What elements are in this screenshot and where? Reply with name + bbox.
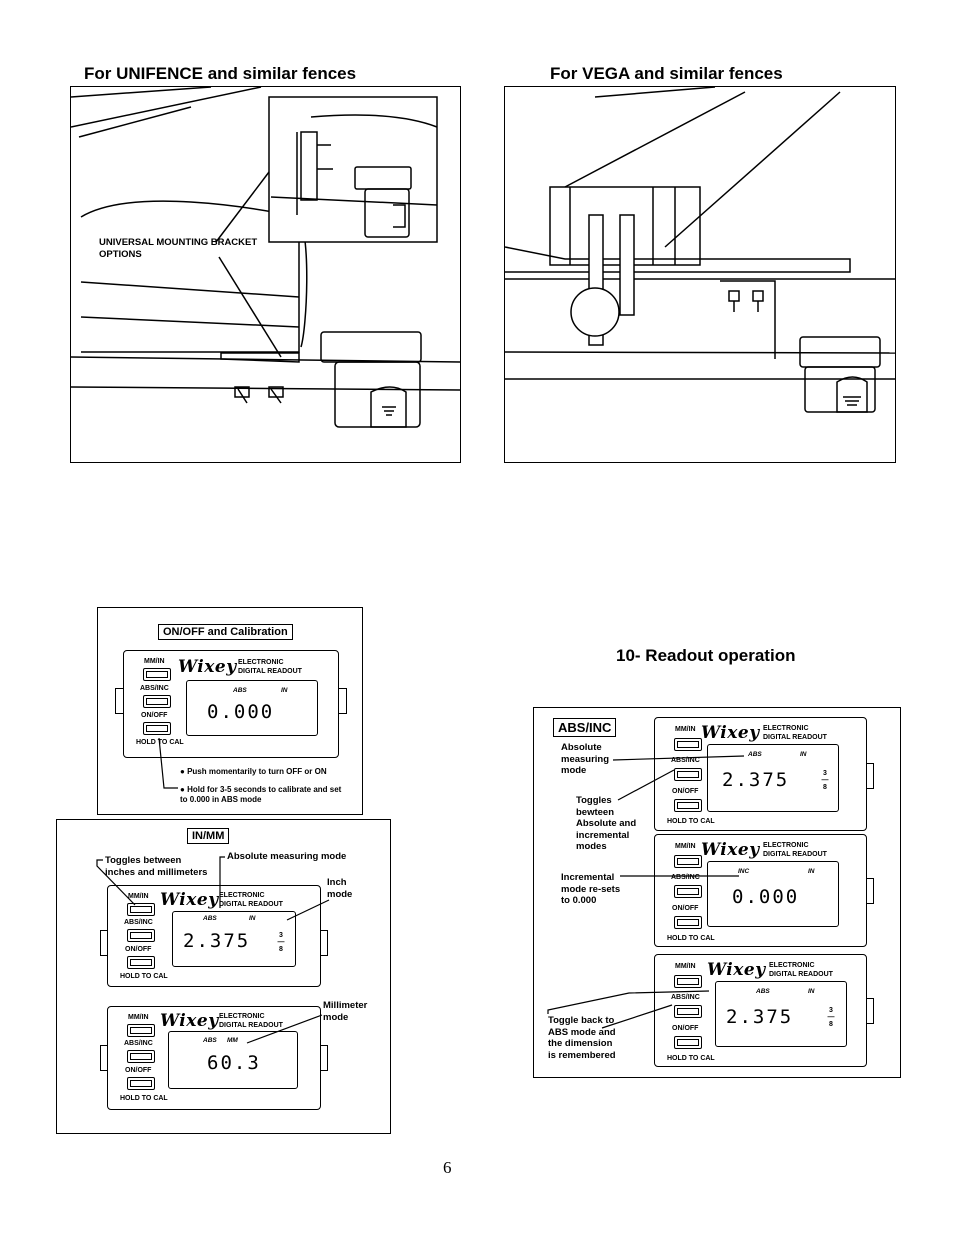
wixey-logo: Wixey — [178, 657, 237, 677]
on-off-label: ON/OFF — [672, 788, 699, 795]
lcd-value: 0.000 — [207, 701, 275, 723]
wixey-logo: Wixey — [160, 1011, 219, 1031]
callout-toggle-back: Toggle back to ABS mode and the dimension is remembered — [548, 1015, 616, 1061]
inmm-callout-lines — [57, 820, 391, 1134]
lcd-mode: INC — [738, 868, 750, 875]
on-off-label: ON/OFF — [141, 712, 168, 719]
lcd-mode: ABS — [748, 751, 762, 758]
vega-illustration — [504, 86, 896, 463]
bullet-push: ● Push momentarily to turn OFF or ON — [180, 767, 327, 776]
lcd-unit: IN — [249, 915, 256, 922]
hold-to-cal-label: HOLD TO CAL — [667, 1055, 715, 1062]
unifence-heading: For UNIFENCE and similar fences — [84, 64, 357, 83]
hold-to-cal-label: HOLD TO CAL — [120, 973, 168, 980]
abs-inc-label: ABS/INC — [124, 1040, 153, 1047]
lcd-value: 2.375 — [183, 930, 251, 952]
lcd-mode: ABS — [203, 915, 217, 922]
mm-in-label: MM/IN — [675, 843, 696, 850]
lcd-unit: MM — [227, 1037, 238, 1044]
fraction-bottom: 8 — [829, 1021, 833, 1028]
hold-to-cal-label: HOLD TO CAL — [136, 739, 184, 746]
mm-in-label: MM/IN — [675, 963, 696, 970]
onoff-callout-lines — [98, 608, 363, 815]
wixey-logo: Wixey — [160, 890, 219, 910]
lcd-fraction: 3 — 8 — [277, 932, 285, 953]
bullet-hold-text: Hold for 3-5 seconds to calibrate and set to 0.000 in ABS mode — [180, 785, 342, 804]
callout-incremental: Incremental mode re-sets to 0.000 — [561, 872, 621, 906]
abs-inc-label: ABS/INC — [140, 685, 169, 692]
lcd-mode: ABS — [233, 687, 247, 694]
device-subtitle: ELECTRONIC DIGITAL READOUT — [238, 659, 302, 675]
inmm-panel-title: IN/MM — [187, 828, 229, 844]
lcd-value: 0.000 — [732, 886, 800, 908]
in-mm-panel — [56, 819, 391, 1134]
abs-inc-label: ABS/INC — [671, 874, 700, 881]
absinc-callout-lines — [534, 708, 901, 1078]
abs-inc-label: ABS/INC — [671, 757, 700, 764]
fraction-bottom: 8 — [823, 784, 827, 791]
callout-absolute-mode: Absolute measuring mode — [227, 851, 347, 862]
hold-to-cal-label: HOLD TO CAL — [667, 818, 715, 825]
lcd-fraction: 3 — 8 — [821, 770, 829, 791]
fraction-top: 3 — [823, 770, 827, 777]
lcd-unit: IN — [808, 868, 815, 875]
vega-heading: For VEGA and similar fences — [550, 64, 783, 83]
lcd-unit: IN — [800, 751, 807, 758]
on-off-label: ON/OFF — [125, 946, 152, 953]
page-number: 6 — [443, 1158, 452, 1177]
lcd-value: 2.375 — [722, 769, 790, 791]
device-subtitle: ELECTRONIC DIGITAL READOUT — [769, 962, 833, 978]
vega-drawing — [505, 87, 896, 463]
callout-absolute: Absolute measuring mode — [561, 742, 610, 776]
lcd-mode: ABS — [756, 988, 770, 995]
bullet-hold: ● Hold for 3-5 seconds to calibrate and set to 0.000 in ABS mode — [180, 785, 342, 804]
bullet-push-text: Push momentarily to turn OFF or ON — [187, 767, 327, 776]
unifence-illustration — [70, 86, 461, 463]
callout-toggle-units: Toggles between inches and millimeters — [105, 855, 208, 878]
mm-in-label: MM/IN — [128, 893, 149, 900]
onoff-panel-title: ON/OFF and Calibration — [158, 624, 293, 640]
callout-mm-mode: Millimeter mode — [323, 1000, 368, 1023]
wixey-logo: Wixey — [707, 960, 766, 980]
device-subtitle: ELECTRONIC DIGITAL READOUT — [219, 892, 283, 908]
lcd-fraction: 3 — 8 — [827, 1007, 835, 1028]
fraction-top: 3 — [829, 1007, 833, 1014]
device-subtitle: ELECTRONIC DIGITAL READOUT — [219, 1013, 283, 1029]
abs-inc-panel — [533, 707, 901, 1078]
on-off-label: ON/OFF — [125, 1067, 152, 1074]
mm-in-label: MM/IN — [675, 726, 696, 733]
onoff-calibration-panel — [97, 607, 363, 815]
mm-in-label: MM/IN — [128, 1014, 149, 1021]
on-off-label: ON/OFF — [672, 1025, 699, 1032]
unifence-drawing — [71, 87, 461, 463]
lcd-value: 2.375 — [726, 1006, 794, 1028]
absinc-panel-title: ABS/INC — [553, 718, 616, 737]
lcd-value: 60.3 — [207, 1052, 261, 1074]
abs-inc-label: ABS/INC — [671, 994, 700, 1001]
fraction-top: 3 — [279, 932, 283, 939]
hold-to-cal-label: HOLD TO CAL — [667, 935, 715, 942]
lcd-mode: ABS — [203, 1037, 217, 1044]
on-off-label: ON/OFF — [672, 905, 699, 912]
device-subtitle: ELECTRONIC DIGITAL READOUT — [763, 725, 827, 741]
callout-inch-mode: Inch mode — [327, 877, 353, 900]
mounting-bracket-callout: UNIVERSAL MOUNTING BRACKET OPTIONS — [99, 237, 258, 260]
lcd-unit: IN — [808, 988, 815, 995]
device-subtitle: ELECTRONIC DIGITAL READOUT — [763, 842, 827, 858]
wixey-logo: Wixey — [701, 723, 760, 743]
hold-to-cal-label: HOLD TO CAL — [120, 1095, 168, 1102]
callout-toggles: Toggles bewteen Absolute and incremental modes — [576, 795, 637, 852]
wixey-logo: Wixey — [701, 840, 760, 860]
fraction-bottom: 8 — [279, 946, 283, 953]
lcd-unit: IN — [281, 687, 288, 694]
readout-operation-heading: 10- Readout operation — [616, 646, 796, 665]
mm-in-label: MM/IN — [144, 658, 165, 665]
abs-inc-label: ABS/INC — [124, 919, 153, 926]
